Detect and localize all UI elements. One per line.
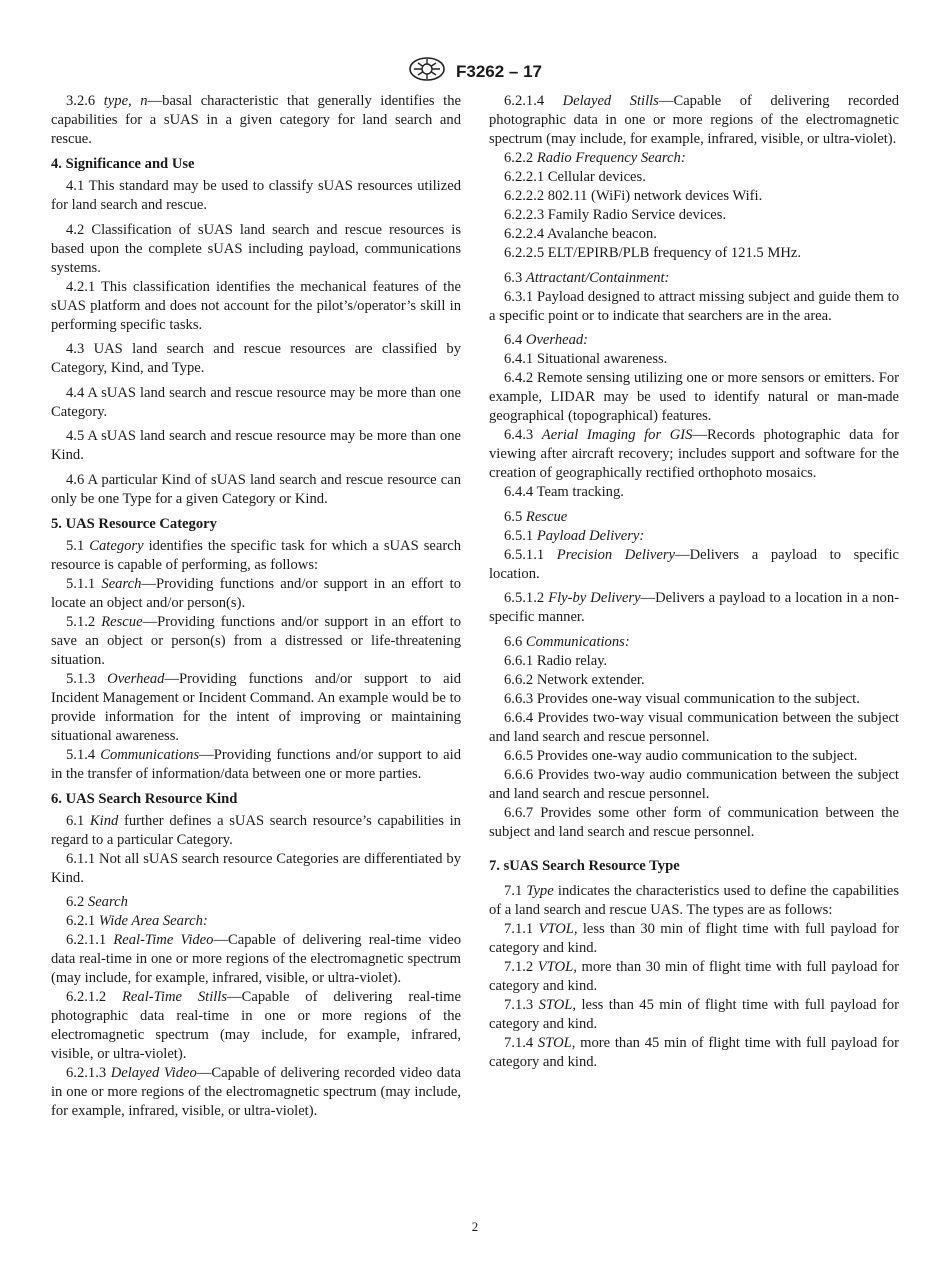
paragraph-6-6-5: 6.6.5 Provides one-way audio communication to the subject.: [504, 747, 858, 764]
left-column: [51, 92, 461, 1121]
paragraph-4-4: 4.4 A sUAS land search and rescue resource may be more than one Category.: [51, 384, 461, 420]
paragraph-4-2: 4.2 Classification of sUAS land search and rescue resources is based upon the complete sUAS including payload, communications systems.: [51, 221, 461, 276]
paragraph-4-3: 4.3 UAS land search and rescue resources are classified by Category, Kind, and Type.: [51, 341, 461, 376]
paragraph-6-6-3: 6.6.3 Provides one-way visual communication to the subject.: [504, 690, 860, 707]
paragraph-6-2-1: 6.2.1 Wide Area Search:: [66, 913, 208, 929]
paragraph-7-1-1: 7.1.1 VTOL, less than 30 min of flight time with full payload for category and kind.: [489, 920, 899, 956]
paragraph-6-2-2-5: 6.2.2.5 ELT/EPIRB/PLB frequency of 121.5 MHz.: [504, 245, 801, 261]
paragraph-6-2-2-4: 6.2.2.4 Avalanche beacon.: [504, 226, 657, 242]
paragraph-6-6-6: 6.6.6 Provides two-way audio communication between the subject and land search and rescue personnel.: [489, 766, 899, 802]
heading-section-5: 5. UAS Resource Category: [51, 515, 217, 532]
paragraph-6-5-1-1: 6.5.1.1 Precision Delivery—Delivers a payload to specific location.: [489, 546, 900, 582]
paragraph-6-2-2: 6.2.2 Radio Frequency Search:: [504, 150, 686, 166]
heading-section-6: 6. UAS Search Resource Kind: [51, 790, 238, 807]
paragraph-6-6: 6.6 Communications:: [504, 633, 630, 650]
paragraph-5-1-3: 5.1.3 Overhead—Providing functions and/or support to aid Incident Management or Incident Command. An example would be to provide information for the intent of improving or maintaining situational awareness.: [51, 670, 461, 744]
paragraph-6-1: 6.1 Kind further defines a sUAS search resource’s capabilities in regard to a particular Category.: [51, 812, 461, 848]
heading-section-7: 7. sUAS Search Resource Type: [489, 857, 680, 874]
page-number: 2: [471, 1219, 479, 1234]
page-header: [0, 56, 950, 84]
paragraph-6-6-7: 6.6.7 Provides some other form of communication between the subject and land search and rescue personnel.: [489, 804, 899, 840]
paragraph-6-4: 6.4 Overhead:: [504, 332, 589, 348]
paragraph-5-1-1: 5.1.1 Search—Providing functions and/or support in an effort to locate an object and/or person(s).: [51, 575, 462, 611]
paragraph-7-1-3: 7.1.3 STOL, less than 45 min of flight time with full payload for category and kind.: [489, 996, 899, 1032]
paragraph-6-4-2: 6.4.2 Remote sensing utilizing one or more sensors or emitters. For example, LIDAR may be used to identify natural or man-made geographical (topographical) features.: [489, 370, 899, 424]
right-column: [489, 92, 899, 1072]
paragraph-6-4-4: 6.4.4 Team tracking.: [504, 484, 624, 500]
paragraph-6-2-1-2: 6.2.1.2 Real-Time Stills—Capable of delivering real-time photographic data real-time in one or more regions of the electromagnetic spectrum (may include, for example, infrared, visible, or ultra-violet).: [51, 989, 461, 1062]
paragraph-6-6-2: 6.6.2 Network extender.: [504, 671, 645, 688]
paragraph-5-1-4: 5.1.4 Communications—Providing functions and/or support to aid in the transfer of information/data between one or more parties.: [51, 746, 461, 782]
paragraph-6-3-1: 6.3.1 Payload designed to attract missing subject and guide them to a specific point or to indicate that searchers are in the area.: [489, 288, 899, 324]
document-designation: F3262 – 17: [455, 61, 542, 81]
paragraph-6-2-1-3: 6.2.1.3 Delayed Video—Capable of delivering recorded video data in one or more regions of the electromagnetic spectrum (may include, for example, infrared, visible, or ultra-violet).: [51, 1065, 461, 1119]
paragraph-4-2-1: 4.2.1 This classification identifies the mechanical features of the sUAS platform and does not account for the pilot’s/operator’s skill in performing specific tasks.: [51, 278, 461, 333]
paragraph-6-2-2-2: 6.2.2.2 802.11 (WiFi) network devices Wifi.: [504, 188, 763, 204]
paragraph-5-1: 5.1 Category identifies the specific task for which a sUAS search resource is capable of performing, as follows:: [51, 537, 461, 573]
paragraph-6-1-1: 6.1.1 Not all sUAS search resource Categories are differentiated by Kind.: [51, 850, 461, 886]
paragraph-6-2-2-1: 6.2.2.1 Cellular devices.: [504, 169, 646, 185]
paragraph-4-5: 4.5 A sUAS land search and rescue resource may be more than one Kind.: [51, 428, 461, 463]
paragraph-6-3: 6.3 Attractant/Containment:: [504, 269, 670, 286]
paragraph-6-6-4: 6.6.4 Provides two-way visual communication between the subject and land search and rescue personnel.: [489, 709, 899, 745]
astm-logo-icon: [408, 56, 446, 87]
paragraph-4-6: 4.6 A particular Kind of sUAS land search and rescue resource can only be one Type for a given Category or Kind.: [51, 471, 461, 507]
paragraph-6-4-3: 6.4.3 Aerial Imaging for GIS—Records photographic data for viewing after aircraft recovery; includes support and software for the creation of geographically rectified orthophoto mosaics.: [489, 427, 899, 481]
paragraph-6-2-1-4: 6.2.1.4 Delayed Stills—Capable of delivering recorded photographic data in one or more regions of the electromagnetic spectrum (may include, for example, infrared, visible, or ultra-violet).: [489, 93, 900, 147]
paragraph-6-2-2-3: 6.2.2.3 Family Radio Service devices.: [504, 207, 727, 223]
paragraph-5-1-2: 5.1.2 Rescue—Providing functions and/or support in an effort to save an object or person(s) from a distressed or life-threatening situation.: [51, 613, 461, 668]
heading-section-4: 4. Significance and Use: [51, 156, 195, 172]
paragraph-7-1-4: 7.1.4 STOL, more than 45 min of flight time with full payload for category and kind.: [489, 1034, 899, 1070]
paragraph-6-4-1: 6.4.1 Situational awareness.: [504, 351, 668, 367]
paragraph-6-2-1-1: 6.2.1.1 Real-Time Video—Capable of delivering real-time video data real-time in one or more regions of the electromagnetic spectrum (may include, for example, infrared, visible, or ultra-violet).: [51, 932, 461, 986]
paragraph-3-2-6: 3.2.6 type, n—basal characteristic that generally identifies the capabilities for a sUAS in a given category for land search and rescue.: [51, 93, 461, 147]
paragraph-7-1: 7.1 Type indicates the characteristics used to define the capabilities of a land search and rescue UAS. The types are as follows:: [489, 882, 900, 918]
paragraph-4-1: 4.1 This standard may be used to classify sUAS resources utilized for land search and rescue.: [51, 178, 461, 213]
paragraph-6-5-1: 6.5.1 Payload Delivery:: [504, 527, 645, 544]
paragraph-6-2: 6.2 Search: [66, 894, 128, 910]
paragraph-6-5: 6.5 Rescue: [504, 508, 568, 525]
paragraph-7-1-2: 7.1.2 VTOL, more than 30 min of flight time with full payload for category and kind.: [489, 958, 900, 994]
paragraph-6-6-1: 6.6.1 Radio relay.: [504, 652, 608, 669]
paragraph-6-5-1-2: 6.5.1.2 Fly-by Delivery—Delivers a payload to a location in a non-specific manner.: [489, 590, 899, 625]
